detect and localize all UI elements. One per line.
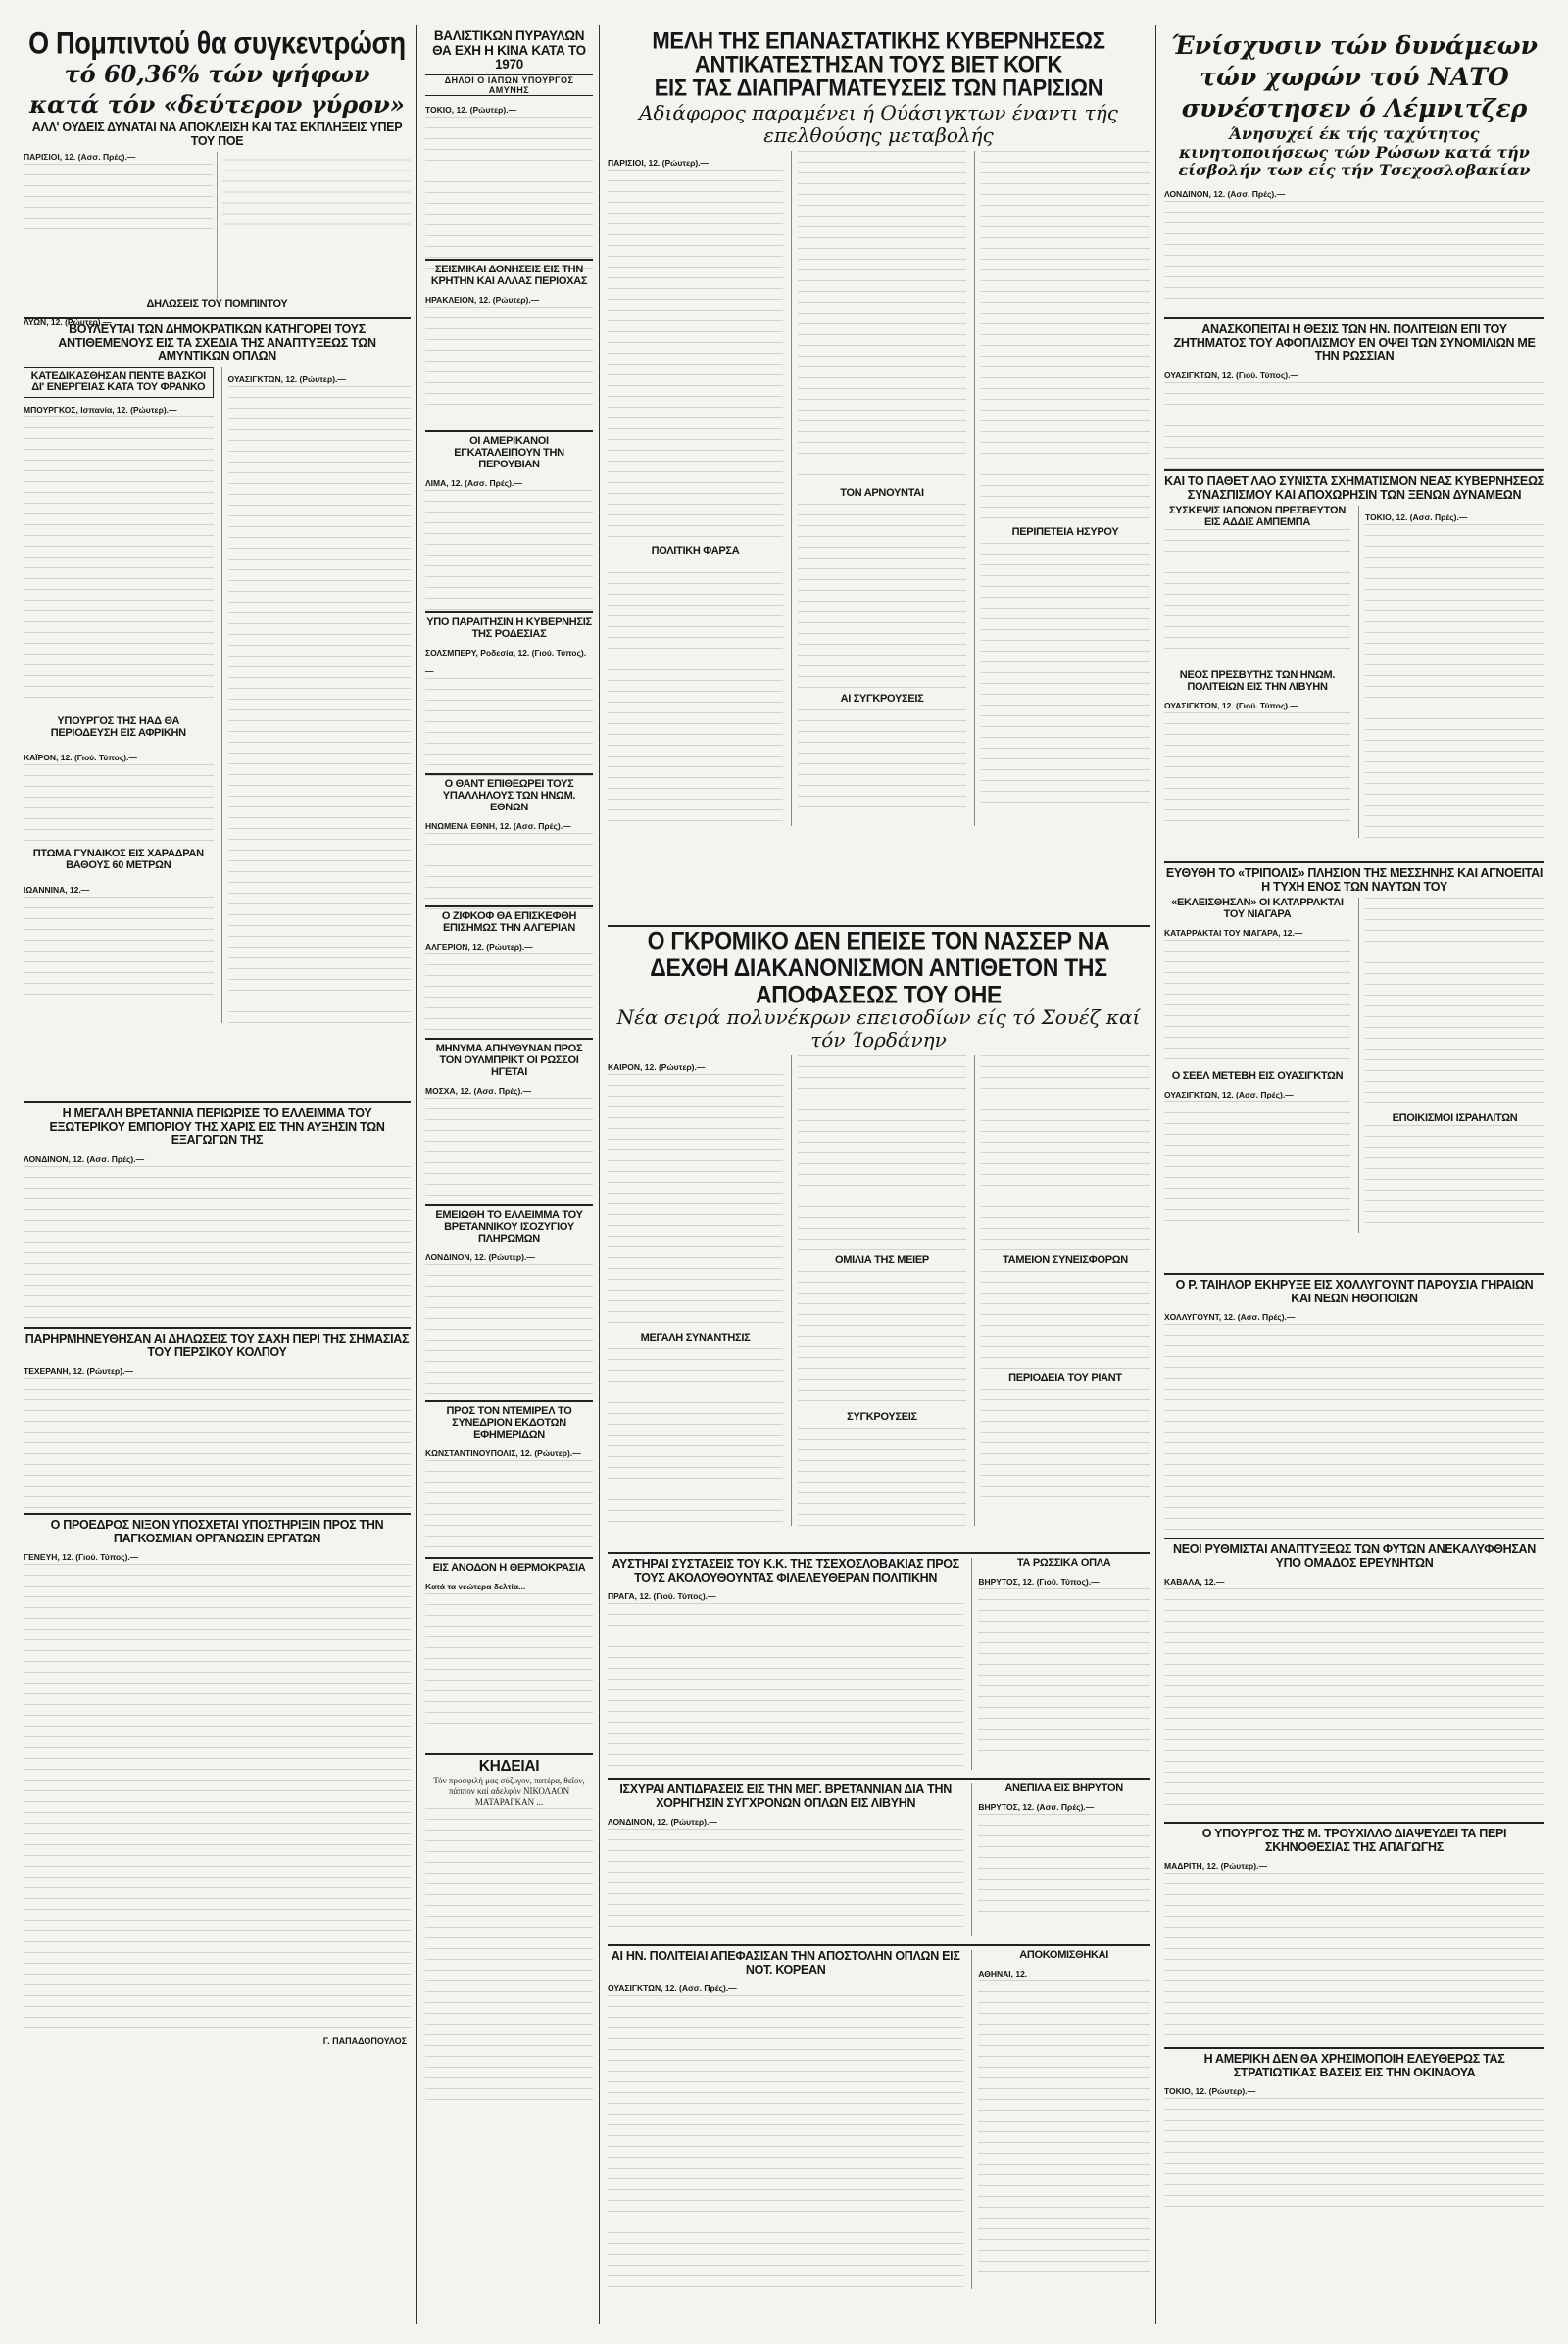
body-text-lines	[24, 1378, 411, 1515]
article-shah	[24, 1329, 411, 1515]
body-text-lines	[1164, 1101, 1350, 1229]
dateline: ΟΥΑΣΙΓΚΤΩΝ, 12. (Ρώυτερ).—	[227, 373, 346, 384]
headline: Ο ΥΠΟΥΡΓΟΣ ΤΗΣ Μ. ΤΡΟΥΧΙΛΛΟ ΔΙΑΨΕΥΔΕΙ ΤΑ ΠΕΡΙ ΣΚΗΝΟΘΕΣΙΑΣ ΤΗΣ ΑΠΑΓΩΓΗΣ	[1201, 1827, 1507, 1854]
page-columns	[24, 25, 1544, 2324]
body-text-lines	[1164, 382, 1544, 470]
subheadline: Άνησυχεί έκ τής ταχύτητος κινητοποιήσεως τών Ρώσων κατά τήν είσβολήν των είς τήν Τσεχοσλοβακίαν	[1178, 124, 1531, 180]
body-text-lines	[798, 709, 966, 807]
headline: ΠΑΡΗΡΜΗΝΕΥΘΗΣΑΝ ΑΙ ΔΗΛΩΣΕΙΣ ΤΟΥ ΣΑΧΗ ΠΕΡΙ ΤΗΣ ΣΗΜΑΣΙΑΣ ΤΟΥ ΠΕΡΣΙΚΟΥ ΚΟΛΠΟΥ	[24, 1332, 410, 1359]
headline-new-envoy-libya: ΝΕΟΣ ΠΡΕΣΒΥΤΗΣ ΤΩΝ ΗΝΩΜ. ΠΟΛΙΤΕΙΩΝ ΕΙΣ ΤΗΝ ΛΙΒΥΗΝ	[1179, 668, 1336, 693]
side-part	[971, 1783, 1150, 1936]
dateline: ΛΟΝΔΙΝΟΝ, 12. (Ρώυτερ).—	[425, 1251, 535, 1262]
inline-subhead: ΣΥΓΚΡΟΥΣΕΙΣ	[847, 1411, 917, 1424]
article-rhodesia	[425, 613, 593, 775]
body-col-1	[608, 1055, 783, 1526]
body-text-lines	[608, 170, 783, 542]
dateline: ΚΑΙΡΟΝ, 12. (Ρώυτερ).—	[608, 1062, 706, 1073]
dateline: ΙΩΑΝΝΙΝΑ, 12.—	[24, 884, 90, 895]
headline-line-3: συνέστησεν ό Λέμνιτζερ	[1181, 93, 1528, 122]
dateline: ΜΠΟΥΡΓΚΟΣ, Ισπανία, 12. (Ρώυτερ).—	[24, 405, 177, 415]
side-part	[971, 1558, 1150, 1770]
body-text-lines	[425, 1593, 593, 1740]
body-text-lines	[1164, 712, 1350, 830]
headline: Ο ΖΙΦΚΟΦ ΘΑ ΕΠΙΣΚΕΦΘΗ ΕΠΙΣΗΜΩΣ ΤΗΝ ΑΛΓΕΡΙΑΝ	[441, 910, 577, 934]
dateline: ΛΙΜΑ, 12. (Ασσ. Πρές).—	[425, 477, 522, 488]
headline: Ο ΓΚΡΟΜΙΚΟ ΔΕΝ ΕΠΕΙΣΕ ΤΟΝ ΝΑΣΣΕΡ ΝΑ ΔΕΧΘΗ ΔΙΑΚΑΝΟΝΙΣΜΟΝ ΑΝΤΙΘΕΤΟΝ ΤΗΣ ΑΠΟΦΑΣΕΩΣ ΤΟΥ ΟΗΕ	[647, 926, 1110, 1008]
dateline: Κατά τα νεώτερα δελτία...	[425, 1581, 526, 1591]
dateline: ΤΟΚΙΟ, 12. (Ρώυτερ).—	[425, 104, 517, 115]
article-pathet-lao	[1164, 471, 1544, 863]
headline: ΑΥΣΤΗΡΑΙ ΣΥΣΤΑΣΕΙΣ ΤΟΥ Κ.Κ. ΤΗΣ ΤΣΕΧΟΣΛΟΒΑΚΙΑΣ ΠΡΟΣ ΤΟΥΣ ΑΚΟΛΟΥΘΟΥΝΤΑΣ ΦΙΛΕΛΕΥΘΕΡΑΝ ΠΟΛΙΤΙΚΗΝ	[612, 1557, 959, 1585]
dateline-2: ΛΥΩΝ, 12. (Ρώυτερ).—	[24, 317, 112, 328]
dateline: ΟΥΑΣΙΓΚΤΩΝ, 12. (Ασσ. Πρές).—	[608, 1983, 737, 1993]
body-text-lines	[24, 1166, 411, 1333]
article-plant-regulators	[1164, 1539, 1544, 1824]
headline-line-2: τών χωρών τού ΝΑΤΟ	[1200, 62, 1509, 91]
body-text-lines	[981, 1389, 1150, 1506]
dateline: ΜΟΣΧΑ, 12. (Ασσ. Πρές).—	[425, 1085, 532, 1096]
article-us-disarmament	[1164, 319, 1544, 471]
body-text-lines	[1164, 2098, 1544, 2216]
body-col-2	[791, 151, 966, 826]
body-text-lines	[608, 1995, 963, 2289]
body-text-lines	[425, 953, 593, 1032]
body-text-lines	[425, 490, 593, 617]
inline-subhead: ΤΑΜΕΙΟΝ ΣΥΝΕΙΣΦΟΡΩΝ	[1003, 1254, 1128, 1267]
article-taylor-hollywood	[1164, 1275, 1544, 1539]
headline-apokomistheisai: ΑΠΟΚΟΜΙΣΘΗΚΑΙ	[1019, 1949, 1109, 1961]
headline-uar-minister: ΥΠΟΥΡΓΟΣ ΤΗΣ ΗΑΔ ΘΑ ΠΕΡΙΟΔΕΥΣΗ ΕΙΣ ΑΦΡΙΚΗΝ	[50, 715, 186, 740]
dateline: ΟΥΑΣΙΓΚΤΩΝ, 12. (Γιού. Τύπος).—	[1164, 369, 1298, 380]
body-col-2	[791, 1055, 966, 1526]
column-2	[425, 25, 600, 2324]
article-tripolis	[1164, 863, 1544, 1275]
headline-line-3: κατά τόν «δεύτερον γύρον»	[29, 89, 405, 119]
headline: Ο ΘΑΝΤ ΕΠΙΘΕΩΡΕΙ ΤΟΥΣ ΥΠΑΛΛΗΛΟΥΣ ΤΩΝ ΗΝΩΜ. ΕΘΝΩΝ	[442, 778, 576, 813]
inline-subhead: ΤΟΝ ΑΡΝΟΥΝΤΑΙ	[840, 487, 924, 500]
body-text-lines	[1164, 1873, 1544, 2039]
body-text-lines	[608, 562, 783, 826]
article-britain-trade	[24, 1103, 411, 1329]
dateline: ΗΡΑΚΛΕΙΟΝ, 12. (Ρώυτερ).—	[425, 294, 540, 305]
headline: ΕΜΕΙΩΘΗ ΤΟ ΕΛΛΕΙΜΜΑ ΤΟΥ ΒΡΕΤΑΝΝΙΚΟΥ ΙΣΟΖΥΓΙΟΥ ΠΛΗΡΩΜΩΝ	[435, 1209, 583, 1245]
headline: ΒΑΛΙΣΤΙΚΩΝ ΠΥΡΑΥΛΩΝ ΘΑ ΕΧΗ Η ΚΙΝΑ ΚΑΤΑ ΤΟ 1970	[432, 28, 586, 73]
article-lemnitzer	[1164, 25, 1544, 319]
side-part	[971, 1950, 1150, 2289]
headline: ΕΥΘΥΘΗ ΤΟ «ΤΡΙΠΟΛΙΣ» ΠΛΗΣΙΟΝ ΤΗΣ ΜΕΣΣΗΝΗΣ ΚΑΙ ΑΓΝΟΕΙΤΑΙ Η ΤΥΧΗ ΕΝΟΣ ΤΩΝ ΝΑΥΤΩΝ ΤΟΥ	[1165, 866, 1544, 894]
right-part	[1358, 506, 1544, 838]
body-text-lines	[425, 678, 593, 786]
headline: ΝΕΟΙ ΡΥΘΜΙΣΤΑΙ ΑΝΑΠΤΥΞΕΩΣ ΤΩΝ ΦΥΤΩΝ ΑΝΕΚΑΛΥΦΘΗΣΑΝ ΥΠΟ ΟΜΑΔΟΣ ΕΡΕΥΝΗΤΩΝ	[1172, 1542, 1537, 1570]
body-text-lines	[425, 1808, 593, 2102]
headline-seel: Ο ΣΕΕΛ ΜΕΤΕΒΗ ΕΙΣ ΟΥΑΣΙΓΚΤΩΝ	[1171, 1069, 1344, 1082]
body-text-lines	[798, 504, 966, 690]
headline-line-1: Ο Πομπιντού θα συγκεντρώση	[28, 25, 406, 61]
subheadline: Αδιάφορος παραμένει ή Ούάσιγκτων έναντι τής επελθούσης μεταβολής	[639, 101, 1118, 148]
box-headline-japan-envoys: ΣΥΣΚΕΨΙΣ ΙΑΠΩΝΩΝ ΠΡΕΣΒΕΥΤΩΝ ΕΙΣ ΑΔΔΙΣ ΑΜΠΕΜΠΑ	[1169, 505, 1346, 528]
column-3	[608, 25, 1156, 2324]
body-text-lines	[798, 1271, 966, 1408]
article-nixon-workers	[24, 1515, 411, 2324]
inline-subhead: ΔΗΛΩΣΕΙΣ ΤΟΥ ΠΟΜΠΙΝΤΟΥ	[146, 298, 288, 311]
article-zhivkov	[425, 907, 593, 1040]
article-body	[608, 151, 1150, 826]
headline: Ο ΠΡΟΕΔΡΟΣ ΝΙΞΟΝ ΥΠΟΣΧΕΤΑΙ ΥΠΟΣΤΗΡΙΞΙΝ ΠΡΟΣ ΤΗΝ ΠΑΓΚΟΣΜΙΑΝ ΟΡΓΑΝΩΣΙΝ ΕΡΓΑΤΩΝ	[50, 1518, 384, 1545]
dateline: ΑΘΗΝΑΙ, 12.	[978, 1968, 1028, 1978]
body-col-1	[608, 151, 783, 826]
body-text-lines	[24, 152, 411, 231]
dateline: ΚΑΪΡΟΝ, 12. (Γιού. Τύπος).—	[24, 753, 137, 762]
body-text-lines	[425, 1264, 593, 1401]
body-text-lines	[1164, 201, 1544, 309]
inline-subhead: ΕΠΟΙΚΙΣΜΟΙ ΙΣΡΑΗΛΙΤΩΝ	[1392, 1112, 1518, 1124]
headline: Ο Ρ. ΤΑΙΗΛΟΡ ΕΚΗΡΥΞΕ ΕΙΣ ΧΟΛΛΥΓΟΥΝΤ ΠΑΡΟΥΣΙΑ ΓΗΡΑΙΩΝ ΚΑΙ ΝΕΩΝ ΗΘΟΠΟΙΩΝ	[1175, 1278, 1534, 1305]
article-okinawa	[1164, 2049, 1544, 2324]
body-text-lines	[981, 151, 1150, 523]
body-col-3	[974, 151, 1150, 826]
dateline: ΤΟΚΙΟ, 12. (Ασσ. Πρές).—	[1365, 513, 1468, 522]
headline: ΑΝΑΣΚΟΠΕΙΤΑΙ Η ΘΕΣΙΣ ΤΩΝ ΗΝ. ΠΟΛΙΤΕΙΩΝ ΕΠΙ ΤΟΥ ΖΗΤΗΜΑΤΟΣ ΤΟΥ ΑΦΟΠΛΙΣΜΟΥ ΕΝ ΟΨΕΙ ΤΩΝ ΣΥΝΟΜΙΛΙΩΝ ΜΕ ΤΗΝ ΡΩΣΣΙΑΝ	[1173, 322, 1536, 363]
headline-line-1: ΜΕΛΗ ΤΗΣ ΕΠΑΝΑΣΤΑΤΙΚΗΣ ΚΥΒΕΡΝΗΣΕΩΣ	[652, 26, 1105, 55]
headline: ΠΡΟΣ ΤΟΝ ΝΤΕΜΙΡΕΛ ΤΟ ΣΥΝΕΔΡΙΟΝ ΕΚΔΟΤΩΝ ΕΦΗΜΕΡΙΔΩΝ	[446, 1405, 572, 1441]
body-text-lines	[1365, 524, 1544, 838]
main-part	[608, 1950, 963, 2289]
left-part	[1164, 898, 1350, 1233]
headline-line-1: Ένίσχυσιν τών δυνάμεων	[1171, 31, 1538, 60]
dateline: ΟΥΑΣΙΓΚΤΩΝ, 12. (Ασσ. Πρές).—	[1164, 1089, 1294, 1099]
article-peru	[425, 432, 593, 613]
dateline: ΚΑΒΑΛΑ, 12.—	[1164, 1577, 1225, 1587]
dateline: ΠΑΡΙΣΙΟΙ, 12. (Ρώυτερ).—	[608, 158, 710, 169]
body-text-lines	[978, 1814, 1150, 1922]
article-trujillo	[1164, 1824, 1544, 2049]
dateline: ΑΛΓΕΡΙΟΝ, 12. (Ρώυτερ).—	[425, 941, 533, 952]
body-text-lines	[1164, 1588, 1544, 1814]
body-text-lines	[608, 1348, 783, 1525]
funeral-notice-text: Τόν προσφιλή μας σύζυγον, πατέρα, θεΐον, πάππον καί αδελφόν ΝΙΚΟΛΑΟΝ ΜΑΤΑΡΑΓΚΑΝ ...	[433, 1775, 585, 1808]
column-1	[24, 25, 417, 2324]
body-text-lines	[24, 897, 214, 995]
body-text-lines	[798, 1428, 966, 1526]
body-text-lines	[608, 1074, 783, 1329]
body-text-lines	[228, 386, 412, 1023]
article-czech-party	[608, 1554, 1150, 1780]
inline-subhead: ΠΕΡΙΟΔΕΙΑ ΤΟΥ ΡΙΑΝΤ	[1008, 1372, 1122, 1385]
dateline: ΚΑΤΑΡΡΑΚΤΑΙ ΤΟΥ ΝΙΑΓΑΡΑ, 12.—	[1164, 927, 1303, 938]
dateline: ΣΟΛΣΜΠΕΡΥ, Ροδεσία, 12. (Γιού. Τύπος).—	[425, 647, 587, 676]
headline: Η ΜΕΓΑΛΗ ΒΡΕΤΑΝΝΙΑ ΠΕΡΙΩΡΙΣΕ ΤΟ ΕΛΛΕΙΜΜΑ ΤΟΥ ΕΞΩΤΕΡΙΚΟΥ ΕΜΠΟΡΙΟΥ ΤΗΣ ΧΑΡΙΣ ΕΙΣ ΤΗΝ ΑΥΞΗΣΙΝ ΤΩΝ ΕΞΑΓΩΓΩΝ ΤΗΣ	[49, 1106, 385, 1147]
headline-line-2: ΑΝΤΙΚΑΤΕΣΤΗΣΑΝ ΤΟΥΣ ΒΙΕΤ ΚΟΓΚ	[694, 50, 1063, 77]
headline: Η ΑΜΕΡΙΚΗ ΔΕΝ ΘΑ ΧΡΗΣΙΜΟΠΟΙΗ ΕΛΕΥΘΕΡΩΣ ΤΑΣ ΣΤΡΑΤΙΩΤΙΚΑΣ ΒΑΣΕΙΣ ΕΙΣ ΤΗΝ ΟΚΙΝΑΟΥΑ	[1203, 2052, 1505, 2079]
article-funerals	[425, 1755, 593, 2324]
box-headline-niagara: «ΕΚΛΕΙΣΘΗΣΑΝ» ΟΙ ΚΑΤΑΡΡΑΚΤΑΙ ΤΟΥ ΝΙΑΓΑΡΑ	[1171, 897, 1344, 920]
body-text-lines	[608, 1603, 963, 1770]
dateline: ΓΕΝΕΥΗ, 12. (Γιού. Τύπος).—	[24, 1552, 139, 1562]
right-part	[1358, 898, 1544, 1233]
article-korea-arms	[608, 1946, 1150, 2324]
article-demirel	[425, 1402, 593, 1559]
body-col-3	[974, 1055, 1150, 1526]
body-text-lines	[1365, 898, 1544, 1113]
body-text-lines	[425, 1460, 593, 1558]
headline-woman-body: ΠΤΩΜΑ ΓΥΝΑΙΚΟΣ ΕΙΣ ΧΑΡΑΔΡΑΝ ΒΑΘΟΥΣ 60 ΜΕΤΡΩΝ	[32, 848, 204, 871]
article-u-thant	[425, 775, 593, 907]
dateline: ΧΟΛΛΥΓΟΥΝΤ, 12. (Ασσ. Πρές).—	[1164, 1312, 1296, 1322]
dateline: ΒΗΡΥΤΟΣ, 12. (Ασσ. Πρές).—	[978, 1801, 1095, 1812]
headline: ΒΟΥΛΕΥΤΑΙ ΤΩΝ ΔΗΜΟΚΡΑΤΙΚΩΝ ΚΑΤΗΓΟΡΕΙ ΤΟΥΣ ΑΝΤΙΘΕΜΕΝΟΥΣ ΕΙΣ ΤΑ ΣΧΕΔΙΑ ΤΗΣ ΑΝΑΠΤΥΞΕΩΣ ΤΩΝ ΑΜΥΝΤΙΚΩΝ ΟΠΛΩΝ	[58, 322, 376, 363]
headline-russian-arms: ΤΑ ΡΩΣΣΙΚΑ ΟΠΛΑ	[1016, 1557, 1111, 1569]
headline-beirut: ΑΝΕΠΙΛΑ ΕΙΣ ΒΗΡΥΤΟΝ	[1004, 1782, 1123, 1794]
headline-line-2: τό 60,36% τών ψήφων	[64, 60, 370, 89]
article-democratic-deputies	[24, 319, 411, 1103]
headline: ΟΙ ΑΜΕΡΙΚΑΝΟΙ ΕΓΚΑΤΑΛΕΙΠΟΥΝ ΤΗΝ ΠΕΡΟΥΒΙΑΝ	[454, 435, 564, 470]
article-china-missiles	[425, 25, 593, 261]
article-crete-earthquake	[425, 261, 593, 432]
right-subcolumn	[221, 367, 412, 1023]
dateline: ΤΕΧΕΡΑΝΗ, 12. (Ρώυτερ).—	[24, 1366, 133, 1376]
dateline: ΛΟΝΔΙΝΟΝ, 12. (Ασσ. Πρές).—	[24, 1153, 145, 1164]
subheadline: Νέα σειρά πολυνέκρων επεισοδίων είς τό Σουέζ καί τόν Ίορδάνην	[616, 1005, 1141, 1052]
inline-subhead: ΜΕΓΑΛΗ ΣΥΝΑΝΤΗΣΙΣ	[640, 1332, 751, 1344]
body-text-lines	[608, 1829, 963, 1936]
body-text-lines	[425, 307, 593, 424]
headline: ΙΣΧΥΡΑΙ ΑΝΤΙΔΡΑΣΕΙΣ ΕΙΣ ΤΗΝ ΜΕΓ. ΒΡΕΤΑΝΝΙΑΝ ΔΙΑ ΤΗΝ ΧΟΡΗΓΗΣΙΝ ΣΥΓΧΡΟΝΩΝ ΟΠΛΩΝ ΕΙΣ ΛΙΒΥΗΝ	[619, 1782, 952, 1810]
headline: ΚΗΔΕΙΑΙ	[478, 1758, 540, 1775]
article-body	[608, 1055, 1150, 1526]
body-text-lines	[1365, 1125, 1544, 1233]
dateline: ΗΝΩΜΕΝΑ ΕΘΝΗ, 12. (Ασσ. Πρές).—	[425, 820, 571, 831]
body-text-lines	[1164, 940, 1350, 1067]
headline: ΕΙΣ ΑΝΟΔΟΝ Η ΘΕΡΜΟΚΡΑΣΙΑ	[432, 1562, 586, 1574]
body-text-lines	[24, 416, 214, 710]
headline: ΜΗΝΥΜΑ ΑΠΗΥΘΥΝΑΝ ΠΡΟΣ ΤΟΝ ΟΥΛΜΠΡΙΚΤ ΟΙ ΡΩΣΣΟΙ ΗΓΕΤΑΙ	[435, 1043, 583, 1078]
body-text-lines	[1164, 529, 1350, 666]
body-text-lines	[425, 117, 593, 273]
body-text-lines	[1164, 1324, 1544, 1530]
article-temperature	[425, 1559, 593, 1755]
subheadline: ΔΗΛΟΙ Ο ΙΑΠΩΝ ΥΠΟΥΡΓΟΣ ΑΜΥΝΗΣ	[425, 74, 593, 96]
byline: Γ. ΠΑΠΑΔΟΠΟΥΛΟΣ	[322, 2036, 407, 2046]
left-subcolumn	[24, 367, 214, 1023]
article-pompidou	[24, 25, 411, 328]
body-text-lines	[425, 1098, 593, 1205]
article-vietcong	[608, 25, 1150, 927]
dateline: ΠΑΡΙΣΙΟΙ, 12. (Ασσ. Πρές).—	[24, 152, 136, 163]
body-text-lines	[798, 151, 966, 484]
subheadline: ΑΛΛ' ΟΥΔΕΙΣ ΔΥΝΑΤΑΙ ΝΑ ΑΠΟΚΛΕΙΣΗ ΚΑΙ ΤΑΣ ΕΚΠΛΗΞΕΙΣ ΥΠΕΡ ΤΟΥ ΠΟΕ	[31, 121, 403, 148]
dateline: ΚΩΝΣΤΑΝΤΙΝΟΥΠΟΛΙΣ, 12. (Ρώυτερ).—	[425, 1447, 581, 1458]
dateline: ΜΑΔΡΙΤΗ, 12. (Ρώυτερ).—	[1164, 1861, 1267, 1871]
column-4	[1164, 25, 1544, 2324]
inline-subhead: ΑΙ ΣΥΓΚΡΟΥΣΕΙΣ	[840, 693, 924, 706]
inline-subhead: ΠΕΡΙΠΕΤΕΙΑ ΗΣΥΡΟΥ	[1011, 526, 1119, 539]
body-text-lines	[981, 543, 1150, 807]
headline: ΥΠΟ ΠΑΡΑΙΤΗΣΙΝ Η ΚΥΒΕΡΝΗΣΙΣ ΤΗΣ ΡΟΔΕΣΙΑΣ	[426, 616, 592, 640]
article-uk-payments	[425, 1206, 593, 1402]
left-part	[1164, 506, 1350, 838]
article-libya-arms-uk	[608, 1780, 1150, 1946]
headline: ΑΙ ΗΝ. ΠΟΛΙΤΕΙΑΙ ΑΠΕΦΑΣΙΣΑΝ ΤΗΝ ΑΠΟΣΤΟΛΗΝ ΟΠΛΩΝ ΕΙΣ ΝΟΤ. ΚΟΡΕΑΝ	[611, 1949, 960, 1977]
body-text-lines	[24, 764, 214, 843]
body-text-lines	[425, 833, 593, 911]
article-gromyko-nasser	[608, 927, 1150, 1554]
dateline: ΤΟΚΙΟ, 12. (Ρώυτερ).—	[1164, 2086, 1256, 2096]
inline-subhead: ΠΟΛΙΤΙΚΗ ΦΑΡΣΑ	[651, 545, 740, 558]
dateline: ΛΟΝΔΙΝΟΝ, 12. (Ασσ. Πρές).—	[1164, 189, 1286, 200]
body-text-lines	[798, 1055, 966, 1251]
headline-line-3: ΕΙΣ ΤΑΣ ΔΙΑΠΡΑΓΜΑΤΕΥΣΕΙΣ ΤΩΝ ΠΑΡΙΣΙΩΝ	[654, 73, 1103, 101]
headline: ΚΑΙ ΤΟ ΠΑΘΕΤ ΛΑΟ ΣΥΝΙΣΤΑ ΣΧΗΜΑΤΙΣΜΟΝ ΝΕΑΣ ΚΥΒΕΡΝΗΣΕΩΣ ΣΥΝΑΣΠΙΣΜΟΥ ΚΑΙ ΑΠΟΧΩΡΗΣΙΝ ΤΩΝ ΞΕΝΩΝ ΔΥΝΑΜΕΩΝ	[1164, 474, 1544, 502]
article-body	[24, 152, 411, 299]
dateline: ΒΗΡΥΤΟΣ, 12. (Γιού. Τύπος).—	[978, 1576, 1100, 1587]
body-text-lines	[978, 1980, 1150, 2274]
dateline: ΠΡΑΓΑ, 12. (Γιού. Τύπος).—	[608, 1591, 716, 1601]
body-text-lines	[978, 1588, 1150, 1755]
box-headline-basques: ΚΑΤΕΔΙΚΑΣΘΗΣΑΝ ΠΕΝΤΕ ΒΑΣΚΟΙ ΔΙ' ΕΝΕΡΓΕΙΑΣ ΚΑΤΑ ΤΟΥ ΦΡΑΝΚΟ	[24, 367, 214, 399]
headline: ΣΕΙΣΜΙΚΑΙ ΔΟΝΗΣΕΙΣ ΕΙΣ ΤΗΝ ΚΡΗΤΗΝ ΚΑΙ ΑΛΛΑΣ ΠΕΡΙΟΧΑΣ	[430, 264, 588, 287]
dateline: ΛΟΝΔΙΝΟΝ, 12. (Ρώυτερ).—	[608, 1817, 717, 1827]
body-text-lines	[24, 1564, 411, 2034]
main-part	[608, 1783, 963, 1936]
article-ulbricht	[425, 1040, 593, 1206]
dateline: ΟΥΑΣΙΓΚΤΩΝ, 12. (Γιού. Τύπος).—	[1164, 700, 1298, 710]
body-text-lines	[981, 1271, 1150, 1369]
inline-subhead: ΟΜΙΛΙΑ ΤΗΣ ΜΕΙΕΡ	[835, 1254, 929, 1267]
body-text-lines	[981, 1055, 1150, 1251]
main-part	[608, 1558, 963, 1770]
